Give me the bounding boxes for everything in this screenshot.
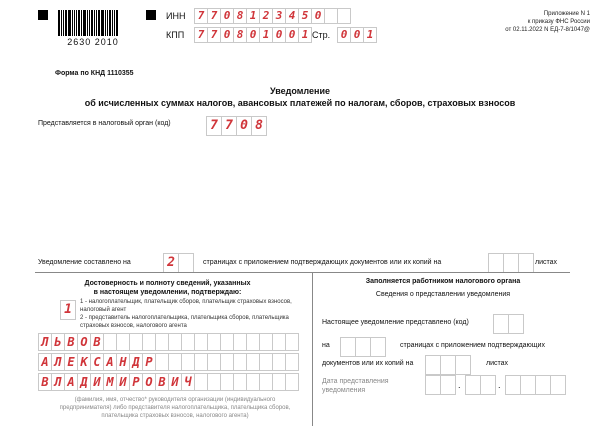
name-cells-cell[interactable]	[194, 353, 207, 371]
office-subheading: Сведения о представлении уведомления	[375, 291, 511, 298]
surname-cells[interactable]	[38, 333, 299, 351]
barcode-bar	[89, 10, 90, 36]
kpp-cells-cell[interactable]: 8	[233, 27, 246, 43]
sheets-count-cells[interactable]	[488, 253, 534, 273]
date-day-cells[interactable]	[425, 375, 456, 395]
inn-cells-cell[interactable]: 2	[259, 8, 272, 24]
kpp-cells-cell[interactable]: 1	[259, 27, 272, 43]
tax-authority-code[interactable]	[206, 116, 267, 136]
surname-cells-cell[interactable]	[272, 333, 285, 351]
name-cells-cell[interactable]: С	[90, 353, 103, 371]
barcode-bar	[101, 10, 104, 36]
kpp-cells-cell[interactable]: 1	[298, 27, 312, 43]
barcode-bar	[74, 10, 75, 36]
kpp-cells-cell[interactable]: 7	[194, 27, 207, 43]
barcode-bar	[65, 10, 67, 36]
column-divider	[312, 272, 313, 426]
inn-cells-cell[interactable]: 0	[311, 8, 324, 24]
pages-count-cells-cell[interactable]	[178, 253, 194, 273]
barcode-bar	[109, 10, 111, 36]
patronymic-cells-cell[interactable]: И	[168, 373, 181, 391]
barcode-bar	[91, 10, 93, 36]
patronymic-cells-cell[interactable]: А	[64, 373, 77, 391]
name-cells-cell[interactable]	[285, 353, 299, 371]
name-cells-cell[interactable]: Н	[116, 353, 129, 371]
page-cells-cell[interactable]: 0	[350, 27, 363, 43]
corner-marker-right	[146, 10, 156, 20]
name-cells-cell[interactable]: А	[103, 353, 116, 371]
patronymic-cells-cell[interactable]: И	[116, 373, 129, 391]
presented-code-cells[interactable]	[493, 314, 524, 334]
barcode-bar	[112, 10, 113, 36]
appendix-line-2: к приказу ФНС России	[527, 19, 590, 25]
barcode-bar	[98, 10, 100, 36]
name-cells-cell[interactable]	[181, 353, 194, 371]
surname-cells-cell[interactable]	[142, 333, 155, 351]
surname-cells-cell[interactable]	[129, 333, 142, 351]
kpp-cells-cell[interactable]: 0	[285, 27, 298, 43]
barcode-bar	[114, 10, 115, 36]
date-label-line-1: Дата представления	[322, 378, 389, 385]
tax-authority-code-cell[interactable]: 7	[221, 116, 236, 136]
presented-label: Настоящее уведомление представлено (код)	[322, 319, 469, 326]
surname-cells-cell[interactable]: В	[90, 333, 103, 351]
surname-cells-cell[interactable]	[220, 333, 233, 351]
corner-marker-left	[38, 10, 48, 20]
barcode-number: 2630 2010	[67, 37, 119, 47]
name-cells-cell[interactable]: Р	[142, 353, 155, 371]
barcode	[58, 10, 128, 50]
signer-option-1-line-1: 1 - налогоплательщик, плательщик сборов, плательщик страховых взносов,	[80, 299, 292, 305]
appendix-line-1: Приложение N 1	[543, 11, 590, 17]
sheets-label: листах	[535, 259, 558, 266]
tax-authority-label: Представляется в налоговый орган (код)	[38, 120, 171, 127]
name-cells-cell[interactable]: Д	[129, 353, 142, 371]
inn-label: ИНН	[166, 11, 186, 21]
office-pages-label: страницах с приложением подтверждающих	[400, 342, 545, 349]
patronymic-cells-cell[interactable]	[272, 373, 285, 391]
inn-cells-cell[interactable]: 8	[233, 8, 246, 24]
surname-cells-cell[interactable]	[181, 333, 194, 351]
surname-cells-cell[interactable]: Ь	[51, 333, 64, 351]
name-cells-cell[interactable]	[246, 353, 259, 371]
surname-cells-cell[interactable]	[103, 333, 116, 351]
barcode-bar	[107, 10, 108, 36]
name-cells-cell[interactable]	[207, 353, 220, 371]
page-cells-cell[interactable]: 1	[363, 27, 377, 43]
name-cells[interactable]	[38, 353, 299, 371]
patronymic-cells-cell[interactable]	[220, 373, 233, 391]
tax-authority-code-cell[interactable]: 0	[236, 116, 251, 136]
patronymic-cells[interactable]	[38, 373, 299, 391]
surname-cells-cell[interactable]: Л	[38, 333, 51, 351]
name-cells-cell[interactable]	[259, 353, 272, 371]
surname-cells-cell[interactable]	[246, 333, 259, 351]
surname-cells-cell[interactable]	[116, 333, 129, 351]
name-cells-cell[interactable]	[233, 353, 246, 371]
kpp-cells-cell[interactable]: 0	[220, 27, 233, 43]
inn-cells-cell[interactable]: 3	[272, 8, 285, 24]
patronymic-cells-cell[interactable]	[246, 373, 259, 391]
barcode-bar	[83, 10, 86, 36]
kpp-cells-cell[interactable]: 7	[207, 27, 220, 43]
patronymic-cells-cell[interactable]: Л	[51, 373, 64, 391]
patronymic-cells-cell[interactable]: О	[142, 373, 155, 391]
inn-cells-cell[interactable]: 4	[285, 8, 298, 24]
appendix-note	[505, 10, 590, 34]
barcode-bar	[105, 10, 106, 36]
surname-cells-cell[interactable]	[285, 333, 299, 351]
page-cells[interactable]	[337, 27, 377, 43]
inn-cells-cell[interactable]: 7	[194, 8, 207, 24]
date-label	[322, 377, 389, 395]
footnote-line-2: предпринимателя) либо представителя налогоплательщика, плательщика сборов,	[59, 405, 291, 411]
barcode-bar	[61, 10, 62, 36]
inn-cells-cell[interactable]	[324, 8, 337, 24]
signer-options	[80, 298, 305, 330]
on-label: на	[322, 342, 330, 349]
surname-cells-cell[interactable]	[207, 333, 220, 351]
patronymic-cells-cell[interactable]: И	[90, 373, 103, 391]
surname-cells-cell[interactable]: О	[77, 333, 90, 351]
docs-label: документов или их копий на	[322, 360, 414, 367]
patronymic-cells-cell[interactable]: Д	[77, 373, 90, 391]
form-knd: Форма по КНД 1110355	[55, 70, 134, 77]
signer-code[interactable]: 1	[60, 300, 76, 320]
date-dot-2: .	[498, 380, 501, 390]
name-cells-cell[interactable]	[272, 353, 285, 371]
inn-cells-cell[interactable]: 7	[207, 8, 220, 24]
page-cells-cell[interactable]: 0	[337, 27, 350, 43]
pages-count-cells-cell[interactable]: 2	[163, 253, 178, 273]
barcode-bar	[68, 10, 71, 36]
barcode-bar	[116, 10, 118, 36]
kpp-cells-cell[interactable]: 0	[246, 27, 259, 43]
patronymic-cells-cell[interactable]: В	[38, 373, 51, 391]
patronymic-cells-cell[interactable]: Р	[129, 373, 142, 391]
sheets-count-cells-cell[interactable]	[518, 253, 534, 273]
signer-option-2-line-1: 2 - представитель налогоплательщика, плательщика сборов, плательщика	[80, 315, 289, 321]
kpp-cells-cell[interactable]: 0	[272, 27, 285, 43]
patronymic-cells-cell[interactable]	[233, 373, 246, 391]
patronymic-cells-cell[interactable]	[207, 373, 220, 391]
patronymic-cells-cell[interactable]	[194, 373, 207, 391]
pages-label-after: страницах с приложением подтверждающих документов или их копий на	[203, 259, 442, 266]
barcode-bar	[58, 10, 60, 36]
date-year-cells[interactable]	[505, 375, 566, 395]
signer-option-1-line-2: налоговый агент	[80, 307, 127, 313]
patronymic-cells-cell[interactable]	[259, 373, 272, 391]
signer-option-2-line-2: страховых взносов, налогового агента	[80, 323, 187, 329]
form-subtitle: об исчисленных суммах налогов, авансовых платежей по налогам, сборов, страховых взносов	[84, 98, 516, 108]
name-cells-cell[interactable]	[155, 353, 168, 371]
surname-cells-cell[interactable]: В	[64, 333, 77, 351]
barcode-bar	[96, 10, 97, 36]
barcode-bar	[94, 10, 95, 36]
section-divider	[35, 272, 570, 273]
barcode-bar	[76, 10, 77, 36]
barcode-bar	[72, 10, 73, 36]
signer-heading	[35, 279, 300, 297]
patronymic-cells-cell[interactable]: Ч	[181, 373, 194, 391]
footnote-line-1: (фамилия, имя, отчество* руководителя организации (индивидуального	[74, 397, 276, 403]
tax-authority-code-cell[interactable]: 7	[206, 116, 221, 136]
signer-footnote	[45, 396, 305, 420]
pages-label-before: Уведомление составлено на	[38, 259, 131, 266]
footnote-line-3: плательщика страховых взносов, налогового агента)	[101, 413, 249, 419]
name-cells-cell[interactable]: Е	[64, 353, 77, 371]
barcode-bar	[78, 10, 80, 36]
page-label: Стр.	[312, 30, 331, 40]
barcode-bar	[87, 10, 88, 36]
inn-cells-cell[interactable]	[337, 8, 351, 24]
patronymic-cells-cell[interactable]	[285, 373, 299, 391]
sheets-count-cells-cell[interactable]	[503, 253, 518, 273]
patronymic-cells-cell[interactable]: В	[155, 373, 168, 391]
pages-count-cells[interactable]	[163, 253, 194, 273]
surname-cells-cell[interactable]	[155, 333, 168, 351]
signer-heading-line-2: в настоящем уведомлении, подтверждаю:	[93, 289, 242, 296]
appendix-line-3: от 02.11.2022 N ЕД-7-8/1047@	[505, 27, 590, 33]
name-cells-cell[interactable]	[220, 353, 233, 371]
office-sheets-cells[interactable]	[425, 355, 471, 375]
date-month-cells[interactable]	[465, 375, 496, 395]
office-heading: Заполняется работником налогового органа	[365, 278, 521, 285]
surname-cells-cell[interactable]	[194, 333, 207, 351]
office-sheets-label: листах	[486, 360, 509, 367]
name-cells-cell[interactable]: А	[38, 353, 51, 371]
kpp-cells[interactable]	[194, 27, 312, 43]
office-pages-cells[interactable]	[340, 337, 386, 357]
date-dot-1: .	[458, 380, 461, 390]
barcode-bar	[63, 10, 64, 36]
kpp-label: КПП	[166, 30, 185, 40]
name-cells-cell[interactable]: К	[77, 353, 90, 371]
signer-heading-line-1: Достоверность и полноту сведений, указанных	[84, 280, 251, 287]
name-cells-cell[interactable]	[168, 353, 181, 371]
name-cells-cell[interactable]: Л	[51, 353, 64, 371]
form-title: Уведомление	[269, 86, 330, 96]
surname-cells-cell[interactable]	[233, 333, 246, 351]
patronymic-cells-cell[interactable]: М	[103, 373, 116, 391]
barcode-bar	[81, 10, 82, 36]
barcode-bars	[58, 10, 128, 36]
inn-cells-cell[interactable]: 0	[220, 8, 233, 24]
tax-authority-code-cell[interactable]: 8	[251, 116, 267, 136]
surname-cells-cell[interactable]	[168, 333, 181, 351]
inn-cells[interactable]	[194, 8, 351, 24]
inn-cells-cell[interactable]: 1	[246, 8, 259, 24]
date-label-line-2: уведомления	[322, 387, 366, 394]
sheets-count-cells-cell[interactable]	[488, 253, 503, 273]
surname-cells-cell[interactable]	[259, 333, 272, 351]
inn-cells-cell[interactable]: 5	[298, 8, 311, 24]
signer-code-cell[interactable]	[60, 300, 76, 320]
